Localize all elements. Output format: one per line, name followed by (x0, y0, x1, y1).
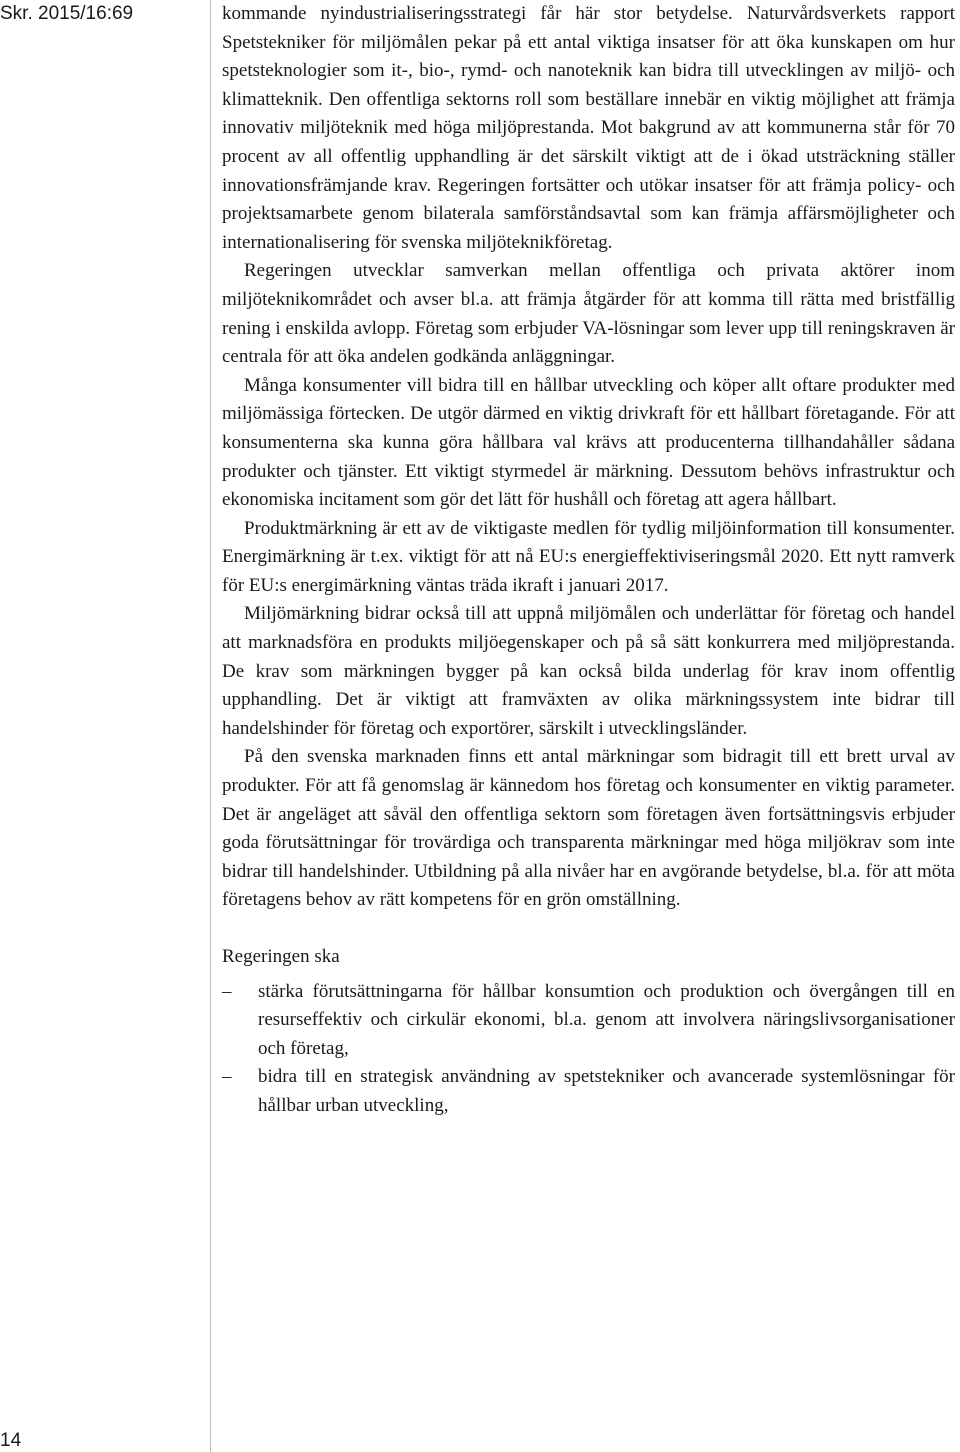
document-reference: Skr. 2015/16:69 (0, 3, 134, 24)
body-paragraph: Produktmärkning är ett av de viktigaste medlen för tydlig miljöinformation till konsumenter. Energimärkning är t.ex. viktigt för att nå EU:s energieffektiviseringsmål 2020. Ett nytt ramverk för EU:s energimärkning väntas träda ikraft i januari 2017. (222, 517, 955, 596)
body-paragraph: Regeringen utvecklar samverkan mellan offentliga och privata aktörer inom miljöteknikområdet och avser bl.a. att främja åtgärder för att komma till rätta med bristfällig rening i enskilda avlopp. Företag som erbjuder VA-lösningar som lever upp till reningskraven är centrala för att öka andelen godkända anläggningar. (222, 260, 955, 368)
dash-bullet: – (222, 980, 232, 1002)
body-paragraph: Miljömärkning bidrar också till att uppnå miljömålen och underlättar för företag och handel att marknadsföra en produkts miljöegenskaper och på så sätt konkurrera med miljöprestanda. De krav som märkningen bygger på kan också bilda underlag för krav inom offentlig upphandling. Det är viktigt att framväxten av olika märkningssystem inte bidrar till handelshinder för företag och exportörer, särskilt i utvecklingsländer. (222, 603, 955, 739)
body-paragraph: kommande nyindustrialiseringsstrategi får här stor betydelse. Naturvårdsverkets rapport Spetstekniker för miljömålen pekar på ett antal viktiga insatser för att öka kunskapen om hur spetsteknologier som it-, bio-, rymd- och nanoteknik kan bidra till utvecklingen av miljö- och klimatteknik. Den offentliga sektorns roll som beställare innebär en viktig möjlighet att främja innovativ miljöteknik med höga miljöprestanda. Mot bakgrund av att kommunerna står för 70 procent av all offentlig upphandling är det särskilt viktigt att de i ökad utsträckning ställer innovationsfrämjande krav. Regeringen fortsätter och utökar insatser för att främja policy- och projektsamarbete genom bilaterala samförståndsavtal som kan främja affärsmöjligheter och internationalisering för svenska miljöteknikföretag. (222, 3, 955, 253)
body-paragraph: På den svenska marknaden finns ett antal märkningar som bidragit till ett brett urval av produkter. För att få genomslag är kännedom hos företag och konsumenter en viktig parameter. Det är angeläget att såväl den offentliga sektorn som företagen även fortsättningsvis erbjuder goda förutsättningar för trovärdiga och transparenta märkningar med höga miljökrav som inte bidrar till handelshinder. Utbildning på alla nivåer har en avgörande betydelse, bl.a. för att möta företagens behov av rätt kompetens för en grön omställning. (222, 746, 955, 911)
section-heading: Regeringen ska (222, 946, 340, 967)
list-item-text: bidra till en strategisk användning av spetstekniker och avancerade systemlösningar för hållbar urban utveckling, (258, 1066, 955, 1116)
page-number: 14 (0, 1430, 22, 1451)
body-paragraph: Många konsumenter vill bidra till en hållbar utveckling och köper allt oftare produkter med miljömässiga förtecken. De utgör därmed en viktig drivkraft för ett hållbart företagande. För att konsumenterna ska kunna göra hållbara val krävs att producenterna tillhandahåller sådana produkter och tjänster. Ett viktigt styrmedel är märkning. Dessutom behövs infrastruktur och ekonomiska incitament som gör det lätt för hushåll och företag att agera hållbart. (222, 374, 955, 511)
list-item (222, 978, 955, 1064)
bullet-list (222, 978, 955, 1121)
list-item-text: stärka förutsättningarna för hållbar konsumtion och produktion och övergången till en resurseffektiv och cirkulär ekonomi, bl.a. genom att involvera näringslivsorganisationer och företag, (258, 980, 955, 1059)
margin-divider (210, 0, 211, 1452)
dash-bullet: – (222, 1066, 232, 1088)
page-body (222, 0, 955, 1121)
list-item (222, 1063, 955, 1120)
